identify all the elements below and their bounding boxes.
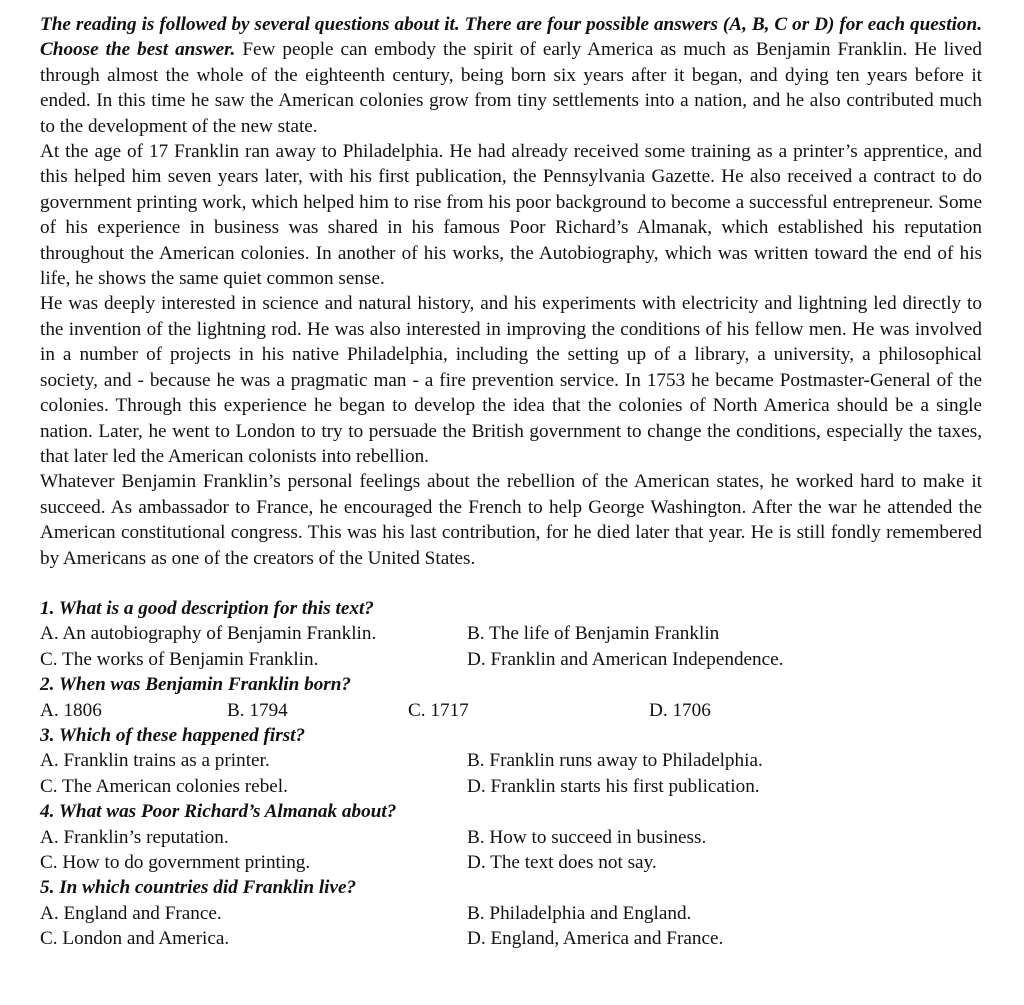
answer-option-c[interactable]: C. The works of Benjamin Franklin. [40, 648, 319, 670]
answer-option-d[interactable]: D. Franklin and American Independence. [467, 648, 784, 670]
question-5 [40, 875, 982, 951]
answer-option-c[interactable]: C. The American colonies rebel. [40, 775, 288, 797]
passage-paragraph-4: Whatever Benjamin Franklin’s personal feelings about the rebellion of the American states, he worked hard to make it succeed. As ambassador to France, he encouraged the French to help George Washington. After the war he attended the American constitutional congress. This was his last contribution, for he died later that year. He is still fondly remembered by Americans as one of the creators of the United States. [40, 471, 982, 569]
answer-row [40, 901, 982, 926]
question-list [40, 596, 982, 952]
answer-option-b[interactable]: B. Philadelphia and England. [467, 902, 692, 924]
reading-passage [40, 12, 982, 571]
question-2 [40, 672, 982, 723]
worksheet-page [40, 12, 982, 951]
question-text: 2. When was Benjamin Franklin born? [40, 674, 352, 696]
answer-option-c[interactable]: C. London and America. [40, 928, 230, 950]
question-4 [40, 799, 982, 875]
answer-option-a[interactable]: A. Franklin’s reputation. [40, 826, 229, 848]
question-1 [40, 596, 982, 672]
answer-option-a[interactable]: A. England and France. [40, 902, 222, 924]
question-text: 5. In which countries did Franklin live? [40, 877, 357, 899]
answer-row [40, 774, 982, 799]
answer-option-d[interactable]: D. 1706 [649, 699, 711, 721]
question-text: 3. Which of these happened first? [40, 724, 306, 746]
answer-row [40, 926, 982, 951]
question-text: 4. What was Poor Richard’s Almanak about? [40, 801, 397, 823]
answer-option-b[interactable]: B. The life of Benjamin Franklin [467, 623, 720, 645]
answer-option-d[interactable]: D. Franklin starts his first publication. [467, 775, 760, 797]
answer-row [40, 698, 982, 723]
passage-paragraph-3: He was deeply interested in science and natural history, and his experiments with electricity and lightning led directly to the invention of the lightning rod. He was also interested in improving the conditions of his fellow men. He was involved in a number of projects in his native Philadelphia, including the setting up of a library, a university, a philosophical society, and - because he was a pragmatic man - a fire prevention service. In 1753 he became Postmaster-General of the colonies. Through this experience he began to develop the idea that the colonies of North America should be a single nation. Later, he went to London to try to persuade the British government to change the conditions, especially the taxes, that later led the American colonists into rebellion. [40, 293, 982, 467]
answer-row [40, 850, 982, 875]
answer-option-a[interactable]: A. 1806 [40, 699, 102, 721]
answer-row [40, 647, 982, 672]
answer-option-d[interactable]: D. England, America and France. [467, 928, 724, 950]
passage-paragraph-1 [40, 12, 982, 139]
answer-option-c[interactable]: C. 1717 [408, 699, 469, 721]
answer-option-a[interactable]: A. An autobiography of Benjamin Franklin. [40, 623, 377, 645]
answer-option-b[interactable]: B. How to succeed in business. [467, 826, 707, 848]
answer-option-a[interactable]: A. Franklin trains as a printer. [40, 750, 270, 772]
answer-option-b[interactable]: B. 1794 [227, 699, 288, 721]
answer-row [40, 825, 982, 850]
answer-option-c[interactable]: C. How to do government printing. [40, 851, 311, 873]
passage-paragraph-2: At the age of 17 Franklin ran away to Philadelphia. He had already received some training as a printer’s apprentice, and this helped him seven years later, with his first publication, the Pennsylvania Gazette. He also received a contract to do government printing work, which helped him to rise from his poor background to become a successful entrepreneur. Some of his experience in business was shared in his famous Poor Richard’s Almanak, which established his reputation throughout the American colonies. In another of his works, the Autobiography, which was written toward the end of his life, he shows the same quiet common sense. [40, 141, 982, 290]
paragraph-text: Few people can embody the spirit of early America as much as Benjamin Franklin. He lived through almost the whole of the eighteenth century, being born six years after it began, and dying ten years before it ended. In this time he saw the American colonies grow from tiny settlements into a nation, and he also contributed much to the development of the new state. [40, 39, 983, 137]
question-3 [40, 723, 982, 799]
question-text: 1. What is a good description for this text? [40, 597, 374, 619]
answer-row [40, 748, 982, 773]
answer-option-d[interactable]: D. The text does not say. [467, 851, 657, 873]
answer-option-b[interactable]: B. Franklin runs away to Philadelphia. [467, 750, 763, 772]
instructions: The reading is followed by several questions about it. There are four possible answers (A, B, C or D) for each question. Choose the best answer. [40, 14, 982, 61]
answer-row [40, 621, 982, 646]
